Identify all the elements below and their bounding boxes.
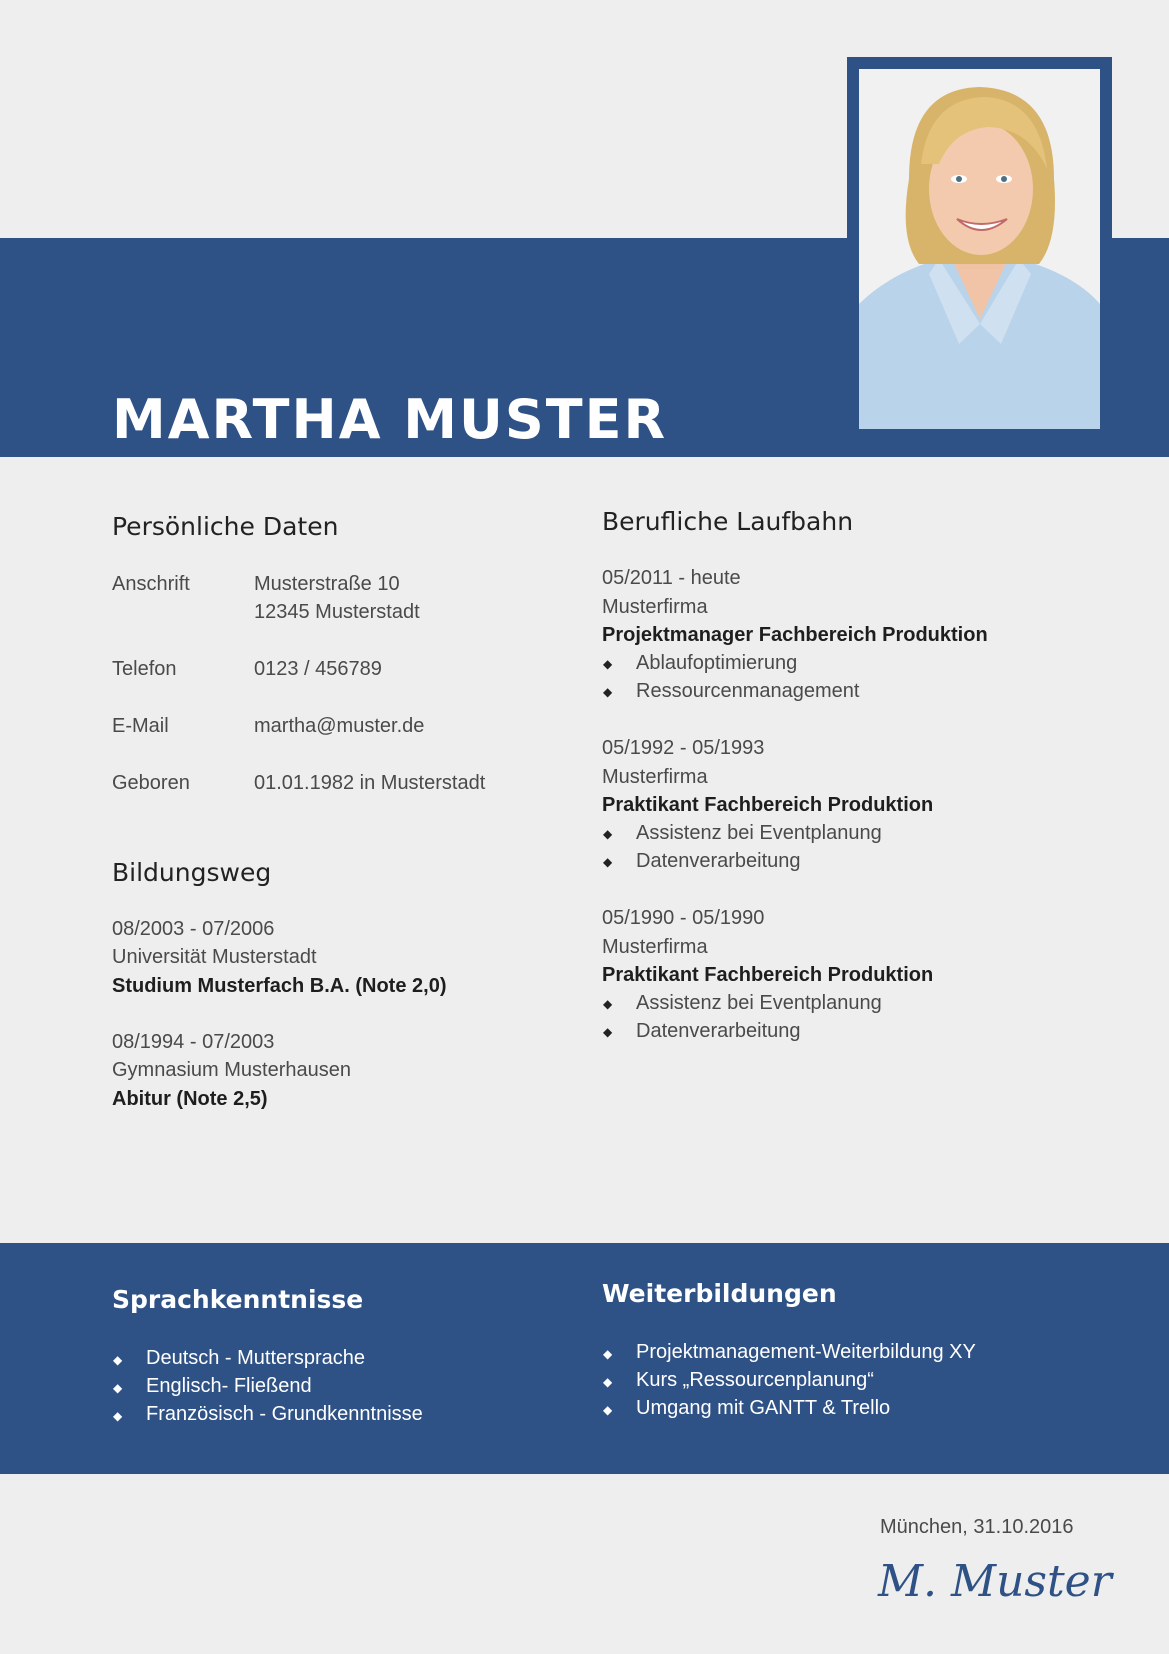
education-period: 08/2003 - 07/2006 xyxy=(112,918,275,940)
career-task: Assistenz bei Eventplanung xyxy=(636,992,882,1014)
bullet-icon: ◆ xyxy=(603,1025,613,1039)
career-role: Praktikant Fachbereich Produktion xyxy=(602,964,934,986)
bullet-icon: ◆ xyxy=(603,827,613,841)
address-line1: Musterstraße 10 xyxy=(254,573,400,595)
born-label: Geboren xyxy=(112,772,190,794)
email-value: martha@muster.de xyxy=(254,715,425,737)
education-institution: Universität Musterstadt xyxy=(112,946,317,968)
career-task: Assistenz bei Eventplanung xyxy=(636,822,882,844)
bullet-icon: ◆ xyxy=(603,1347,613,1361)
address-label: Anschrift xyxy=(112,573,190,595)
bullet-icon: ◆ xyxy=(603,997,613,1011)
section-title-education: Bildungsweg xyxy=(112,858,272,887)
born-value: 01.01.1982 in Musterstadt xyxy=(254,772,486,794)
phone-label: Telefon xyxy=(112,658,177,680)
career-period: 05/1990 - 05/1990 xyxy=(602,907,765,929)
career-task: Datenverarbeitung xyxy=(636,1020,801,1042)
education-institution: Gymnasium Musterhausen xyxy=(112,1059,351,1081)
education-degree: Abitur (Note 2,5) xyxy=(112,1088,268,1110)
career-period: 05/2011 - heute xyxy=(602,567,741,589)
training-item: Umgang mit GANTT & Trello xyxy=(636,1397,891,1419)
career-period: 05/1992 - 05/1993 xyxy=(602,737,765,759)
bullet-icon: ◆ xyxy=(113,1353,123,1367)
bullet-icon: ◆ xyxy=(113,1409,123,1423)
place-date: München, 31.10.2016 xyxy=(880,1516,1074,1538)
career-task: Ablaufoptimierung xyxy=(636,652,798,674)
portrait-photo xyxy=(859,69,1100,429)
education-period: 08/1994 - 07/2003 xyxy=(112,1031,275,1053)
bullet-icon: ◆ xyxy=(603,1403,613,1417)
candidate-name: MARTHA MUSTER xyxy=(112,388,668,451)
career-task: Datenverarbeitung xyxy=(636,850,801,872)
bullet-icon: ◆ xyxy=(603,855,613,869)
section-title-career: Berufliche Laufbahn xyxy=(602,507,854,536)
bullet-icon: ◆ xyxy=(113,1381,123,1395)
bullet-icon: ◆ xyxy=(603,685,613,699)
education-degree: Studium Musterfach B.A. (Note 2,0) xyxy=(112,975,447,997)
email-label: E-Mail xyxy=(112,715,169,737)
language-item: Französisch - Grundkenntnisse xyxy=(146,1403,423,1425)
career-company: Musterfirma xyxy=(602,766,708,788)
training-item: Kurs „Ressourcenplanung“ xyxy=(636,1369,874,1391)
bullet-icon: ◆ xyxy=(603,1375,613,1389)
language-item: Deutsch - Muttersprache xyxy=(146,1347,365,1369)
career-company: Musterfirma xyxy=(602,936,708,958)
training-item: Projektmanagement-Weiterbildung XY xyxy=(636,1341,976,1363)
language-item: Englisch- Fließend xyxy=(146,1375,312,1397)
career-task: Ressourcenmanagement xyxy=(636,680,860,702)
section-title-personal: Persönliche Daten xyxy=(112,512,339,541)
career-role: Projektmanager Fachbereich Produktion xyxy=(602,624,988,646)
section-title-training: Weiterbildungen xyxy=(602,1279,837,1308)
bullet-icon: ◆ xyxy=(603,657,613,671)
career-role: Praktikant Fachbereich Produktion xyxy=(602,794,934,816)
signature: M. Muster xyxy=(878,1556,1112,1607)
address-line2: 12345 Musterstadt xyxy=(254,601,420,623)
career-company: Musterfirma xyxy=(602,596,708,618)
section-title-languages: Sprachkenntnisse xyxy=(112,1285,364,1314)
phone-value: 0123 / 456789 xyxy=(254,658,382,680)
